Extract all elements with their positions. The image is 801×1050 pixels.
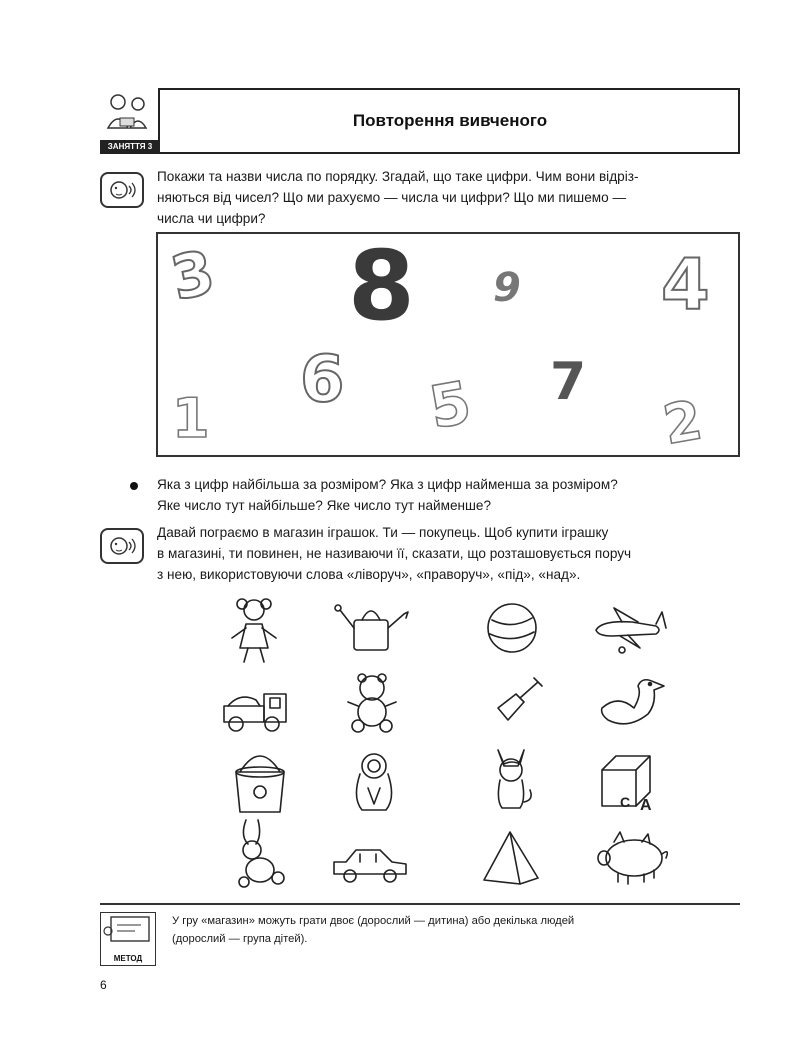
speaking-child-icon xyxy=(100,528,144,564)
teacher-children-icon xyxy=(100,88,156,138)
block-letter: A xyxy=(640,797,652,814)
speaking-child-icon xyxy=(100,172,144,208)
shovel-icon xyxy=(498,678,542,720)
text-line: Яке число тут найбільше? Яке число тут найменше? xyxy=(157,498,492,513)
text-line: в магазині, ти повинен, не називаючи її, сказати, що розташовується поруч xyxy=(157,546,632,561)
bullet-icon xyxy=(130,482,138,490)
task2-text xyxy=(157,522,747,585)
bucket-icon xyxy=(236,756,284,812)
divider xyxy=(100,903,740,905)
method-icon xyxy=(100,912,156,966)
digit-8: 8 xyxy=(348,230,415,342)
toys-grid xyxy=(200,592,700,892)
text-line: У гру «магазин» можуть грати двоє (дорослий — дитина) або декілька людей xyxy=(172,915,575,927)
cat-icon xyxy=(498,750,531,808)
pyramid-icon xyxy=(484,832,538,884)
airplane-icon xyxy=(596,608,666,653)
text-line: з нею, використовуючи слова «ліворуч», «праворуч», «під», «над». xyxy=(157,567,581,582)
text-line: числа чи цифри? xyxy=(157,211,266,226)
digit-6: 6 xyxy=(300,343,345,417)
watering-can-icon xyxy=(335,605,408,650)
method-label: МЕТОД xyxy=(113,954,143,963)
text-line: (дорослий — група дітей). xyxy=(172,933,308,945)
text-line: Яка з цифр найбільша за розміром? Яка з цифр найменша за розміром? xyxy=(157,477,618,492)
digit-7: 7 xyxy=(550,352,587,412)
matryoshka-icon xyxy=(356,754,391,810)
dump-truck-icon xyxy=(224,694,286,731)
block-letter: C xyxy=(620,794,631,810)
lesson-label: ЗАНЯТТЯ 3 xyxy=(100,140,160,154)
bunny-icon xyxy=(239,820,284,887)
digit-9: 9 xyxy=(493,265,521,311)
toy-car-icon xyxy=(334,850,406,882)
digit-5: 5 xyxy=(424,368,476,442)
page-title: Повторення вивченого xyxy=(352,111,548,130)
digits-box xyxy=(156,232,740,457)
text-line: няються від чисел? Що ми рахуємо — числа чи цифри? Що ми пишемо — xyxy=(157,190,627,205)
teddy-bear-icon xyxy=(348,674,396,732)
digit-4: 4 xyxy=(661,244,710,326)
page-number: 6 xyxy=(100,978,107,992)
duck-icon xyxy=(602,680,664,724)
doll-icon xyxy=(232,599,276,662)
ball-icon xyxy=(488,604,536,652)
digit-1: 1 xyxy=(172,387,210,450)
pig-icon xyxy=(598,832,667,884)
question-text xyxy=(157,474,747,516)
method-note xyxy=(172,912,742,948)
task1-text xyxy=(157,166,747,229)
text-line: Покажи та назви числа по порядку. Згадай, що таке цифри. Чим вони відріз- xyxy=(157,169,639,184)
digit-2: 2 xyxy=(658,388,707,457)
text-line: Давай пограємо в магазин іграшок. Ти — покупець. Щоб купити іграшку xyxy=(157,525,609,540)
digit-3: 3 xyxy=(165,237,221,315)
